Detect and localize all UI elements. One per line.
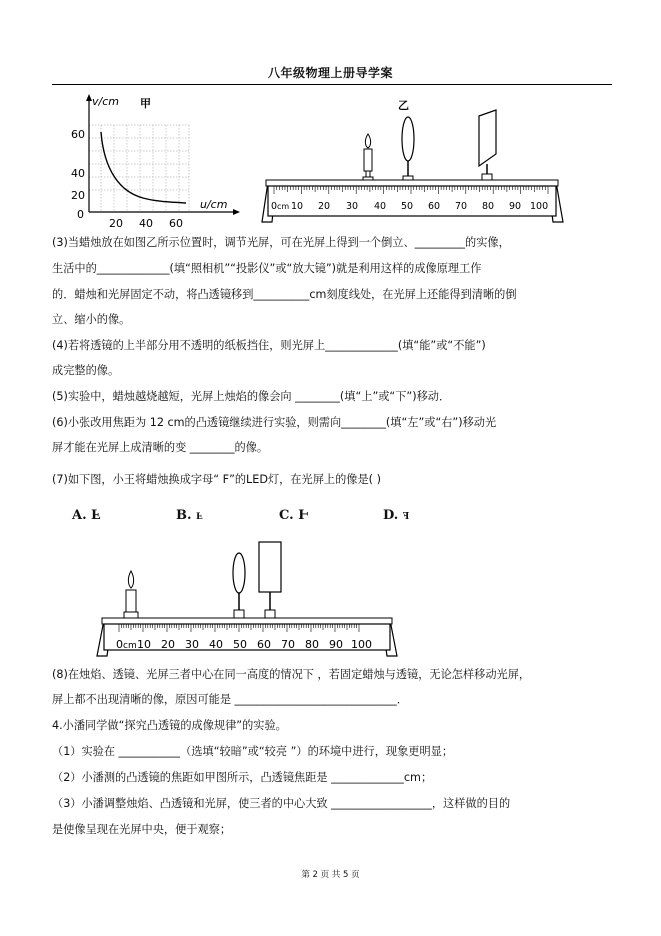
- light-screen-q7: [259, 542, 281, 620]
- origin-label: 0: [77, 208, 84, 221]
- q7-label-20: 20: [161, 638, 175, 651]
- bench-label-90: 90: [509, 201, 522, 212]
- candle: [363, 134, 373, 184]
- page-header-title: 八年级物理上册导学案: [267, 66, 393, 80]
- graph-grid: [89, 125, 189, 212]
- option-b-glyph: Ⅎ: [196, 512, 203, 522]
- p4-sub-3-line-2: 是使像呈现在光屏中央，便于观察；: [52, 823, 232, 836]
- y-tick-20: 20: [71, 189, 85, 202]
- figure-label-yi: 乙: [398, 99, 409, 112]
- x-tick-60: 60: [169, 217, 183, 230]
- p4-line-1: 4.小潘同学做“探究凸透镜的成像规律”的实验。: [52, 719, 287, 732]
- bench-label-10: 10: [291, 201, 304, 212]
- q4-line-2: 成完整的像。: [52, 364, 120, 377]
- q3-line-1: (3)当蜡烛放在如图乙所示位置时，调节光屏，可在光屏上得到一个倒立、_________的实像，: [52, 236, 510, 249]
- option-a-letter: A.: [72, 508, 87, 523]
- q4-line-1: (4)若将透镜的上半部分用不透明的纸板挡住，则光屏上_____________(填“能”或“不能”): [52, 339, 486, 352]
- q7-line-1: (7)如下图，小王将蜡烛换成字母“ F”的LED灯，在光屏上的像是( ): [52, 473, 381, 486]
- header-rule: [52, 84, 612, 85]
- optical-bench-q7: [95, 538, 405, 662]
- bench-label-20: 20: [318, 201, 331, 212]
- q3-line-4: 立、缩小的像。: [52, 313, 131, 326]
- q7-label-50: 50: [233, 638, 247, 651]
- option-b[interactable]: [176, 508, 202, 523]
- option-d-glyph: ꟻ: [402, 512, 410, 522]
- q7-label-80: 80: [305, 638, 319, 651]
- figure-label-jia: 甲: [140, 97, 151, 110]
- q7-label-70: 70: [281, 638, 295, 651]
- bench-rail: [266, 180, 558, 186]
- option-a[interactable]: [72, 508, 100, 523]
- q8-line-1: (8)在烛焰、透镜、光屏三者中心在同一高度的情况下 ，若固定蜡烛与透镜，无论怎样移动光屏，: [52, 668, 531, 681]
- bench-label-70: 70: [455, 201, 468, 212]
- bench-label-40: 40: [374, 201, 387, 212]
- bench-label-80: 80: [482, 201, 495, 212]
- bench-label-100: 100: [530, 201, 549, 212]
- option-b-letter: B.: [176, 508, 192, 523]
- x-tick-40: 40: [139, 217, 153, 230]
- option-c-glyph: Ⱶ: [298, 508, 309, 523]
- bench-label-30: 30: [346, 201, 359, 212]
- option-d-letter: D.: [383, 508, 399, 523]
- q7-label-40: 40: [209, 638, 223, 651]
- bench-label-0: 0: [271, 201, 278, 212]
- x-tick-20: 20: [109, 217, 123, 230]
- bench-label-cm: cm: [277, 202, 290, 211]
- q8-line-2: 屏上都不出现清晰的像，原因可能是 _____________________________．: [52, 693, 408, 706]
- optical-bench-yi: [258, 94, 568, 228]
- q3-line-3: 的．蜡烛和光屏固定不动，将凸透镜移到__________cm刻度线处，在光屏上还能得到清晰的倒: [52, 288, 517, 301]
- q7-label-30: 30: [185, 638, 199, 651]
- option-a-glyph: Ⅎ: [91, 508, 101, 523]
- q7-label-cm: cm: [123, 641, 137, 651]
- p4-sub-3-line-1: （3）小潘调整烛焰、凸透镜和光屏，使三者的中心大致 __________________，这样做的目的: [52, 797, 511, 810]
- light-screen: [479, 110, 496, 184]
- bench-label-60: 60: [428, 201, 441, 212]
- q5-line-1: (5)实验中，蜡烛越烧越短，光屏上烛焰的像会向 ________(填“上”或“下”)移动．: [52, 390, 451, 403]
- q7-label-100: 100: [351, 638, 372, 651]
- y-axis-label: v/cm: [92, 95, 119, 108]
- x-axis-label: u/cm: [200, 198, 228, 211]
- y-tick-60: 60: [71, 128, 85, 141]
- option-d[interactable]: [383, 508, 409, 523]
- q7-label-0: 0: [116, 638, 123, 651]
- convex-lens: [402, 117, 414, 184]
- q6-line-2: 屏才能在光屏上成清晰的变 ________的像。: [52, 441, 269, 454]
- bench-q7-rail: [102, 618, 392, 624]
- p4-sub-1: （1）实验在 ___________（选填“较暗”或“较亮 ”）的环境中进行，现象更明显；: [52, 745, 454, 758]
- option-c[interactable]: [279, 508, 308, 523]
- p4-sub-2: （2）小潘测的凸透镜的焦距如甲图所示，凸透镜焦距是 _____________cm；: [52, 771, 433, 784]
- x-axis-arrow: [233, 209, 240, 215]
- page-footer: 第 2 页 共 5 页: [301, 870, 360, 880]
- convex-lens-q7: [233, 553, 245, 620]
- graph-jia: [68, 90, 248, 230]
- bench-label-50: 50: [401, 201, 414, 212]
- q7-label-60: 60: [257, 638, 271, 651]
- candle-q7: [124, 571, 138, 620]
- q3-line-2: 生活中的_____________(填“照相机”“投影仪”或“放大镜”)就是利用这样的成像原理工作: [52, 262, 482, 275]
- q6-line-1: (6)小张改用焦距为 12 cm的凸透镜继续进行实验，则需向________(填“左”或“右”)移动光: [52, 416, 497, 429]
- option-c-letter: C.: [279, 508, 294, 523]
- y-tick-40: 40: [71, 167, 85, 180]
- q7-label-10: 10: [137, 638, 151, 651]
- q7-label-90: 90: [329, 638, 343, 651]
